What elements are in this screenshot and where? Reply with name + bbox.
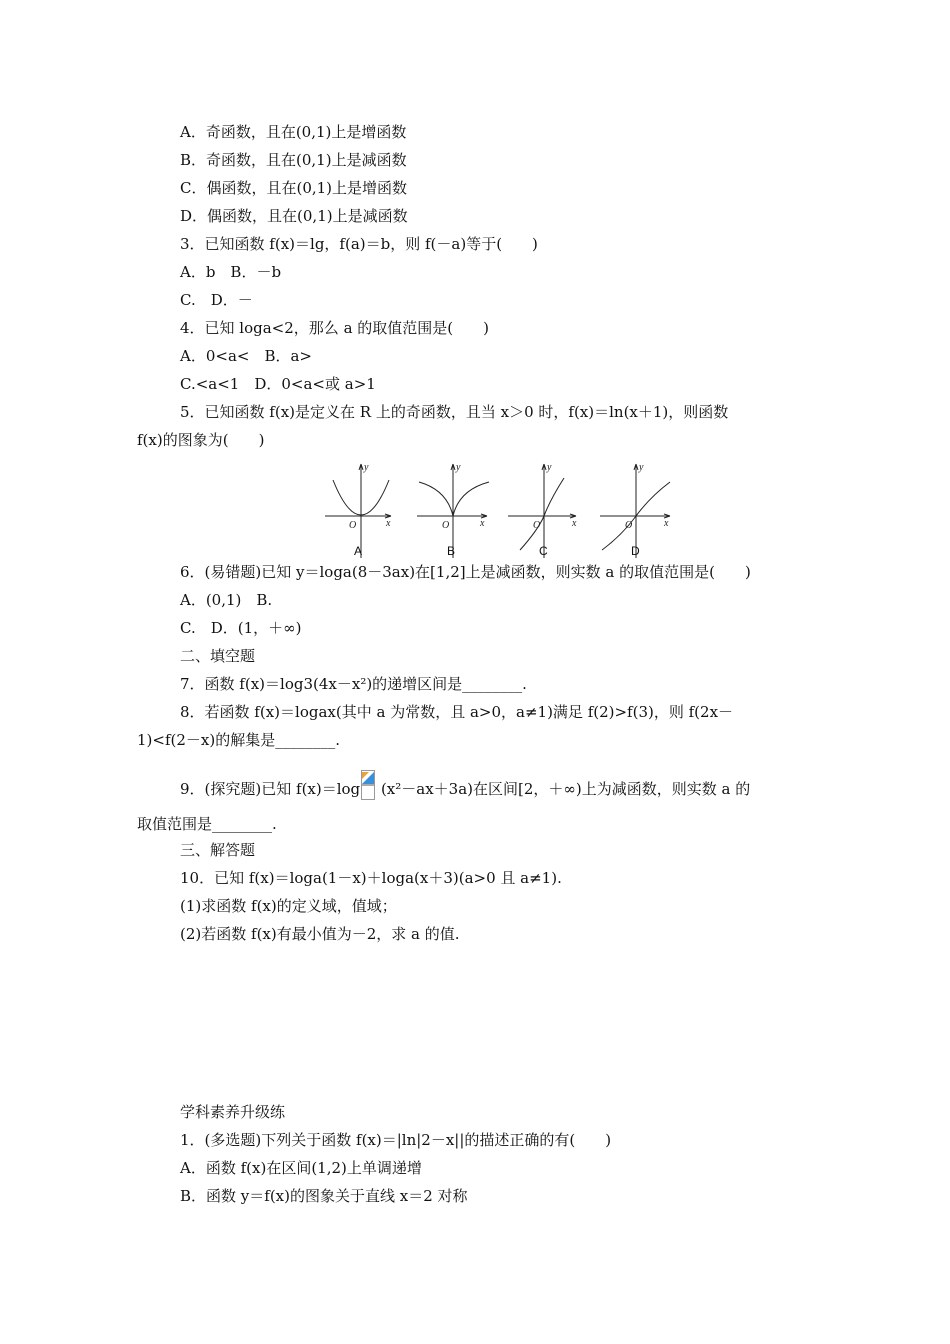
question-7: 7．函数 f(x)＝log3(4x－x²)的递增区间是________. — [180, 675, 527, 693]
axis-x-label-c: x — [572, 518, 577, 529]
question-3-options-ab: A．b B．－b — [180, 263, 282, 281]
question-10-part1: (1)求函数 f(x)的定义域，值域； — [180, 897, 397, 915]
origin-label-b: O — [442, 520, 450, 531]
advanced-option-b: B．函数 y＝f(x)的图象关于直线 x＝2 对称 — [180, 1187, 468, 1205]
option-b: B．奇函数，且在(0,1)上是减函数 — [180, 151, 407, 169]
section-fill-in: 二、填空题 — [180, 647, 256, 665]
question-6-options-cd: C. D．(1，＋∞) — [180, 619, 302, 637]
question-8-line1: 8．若函数 f(x)＝logax(其中 a 为常数，且 a>0，a≠1)满足 f(2)>f(3)，则 f(2x－ — [180, 703, 734, 721]
question-4: 4．已知 loga<2，那么 a 的取值范围是( ) — [180, 319, 489, 337]
function-graphs-figure — [320, 460, 680, 564]
question-9-line2: 取值范围是________. — [137, 815, 277, 833]
question-3-options-cd: C. D．－ — [180, 291, 253, 309]
question-10-part2: (2)若函数 f(x)有最小值为－2，求 a 的值. — [180, 925, 460, 943]
option-d: D．偶函数，且在(0,1)上是减函数 — [180, 207, 408, 225]
graph-label-d: D — [631, 544, 640, 558]
graph-label-b: B — [447, 544, 456, 558]
axis-x-label-a: x — [386, 518, 391, 529]
graph-label-c: C — [539, 544, 548, 558]
question-4-options-ab: A．0<a< B．a> — [180, 347, 312, 365]
option-c: C．偶函数，且在(0,1)上是增函数 — [180, 179, 408, 197]
advanced-option-a: A．函数 f(x)在区间(1,2)上单调递增 — [180, 1159, 422, 1177]
question-9-suffix: (x²－ax＋3a)在区间[2，＋∞)上为减函数，则实数 a 的 — [380, 780, 751, 798]
axis-y-label-c: y — [547, 462, 552, 473]
question-4-options-cd: C.<a<1 D．0<a<或 a>1 — [180, 375, 376, 393]
question-5-line2: f(x)的图象为( ) — [137, 431, 265, 449]
question-9-prefix: 9．(探究题)已知 f(x)＝log — [180, 780, 361, 798]
question-5-line1: 5．已知函数 f(x)是定义在 R 上的奇函数，且当 x＞0 时，f(x)＝ln(x＋1)，则函数 — [180, 403, 729, 421]
axis-y-label-b: y — [456, 462, 461, 473]
fraction-image-placeholder — [361, 770, 375, 800]
graph-label-a: A — [354, 544, 363, 558]
axis-y-label-a: y — [364, 462, 369, 473]
question-3: 3．已知函数 f(x)＝lg，f(a)＝b，则 f(－a)等于( ) — [180, 235, 538, 253]
question-8-line2: 1)<f(2－x)的解集是________. — [137, 731, 340, 749]
advanced-question-1: 1．(多选题)下列关于函数 f(x)＝|ln|2－x||的描述正确的有( ) — [180, 1131, 612, 1149]
origin-label-c: O — [533, 520, 541, 531]
option-a: A．奇函数，且在(0,1)上是增函数 — [180, 123, 407, 141]
question-6: 6．(易错题)已知 y＝loga(8－3ax)在[1,2]上是减函数，则实数 a 的取值范围是( ) — [180, 563, 751, 581]
section-solutions: 三、解答题 — [180, 841, 256, 859]
question-9-line1 — [180, 770, 750, 800]
axis-y-label-d: y — [639, 462, 644, 473]
axis-x-label-d: x — [664, 518, 669, 529]
question-6-options-ab: A．(0,1) B. — [180, 591, 273, 609]
axis-x-label-b: x — [480, 518, 485, 529]
question-10: 10．已知 f(x)＝loga(1－x)＋loga(x＋3)(a>0 且 a≠1). — [180, 869, 562, 887]
section-advanced: 学科素养升级练 — [180, 1103, 286, 1121]
origin-label-d: O — [625, 520, 633, 531]
origin-label-a: O — [349, 520, 357, 531]
